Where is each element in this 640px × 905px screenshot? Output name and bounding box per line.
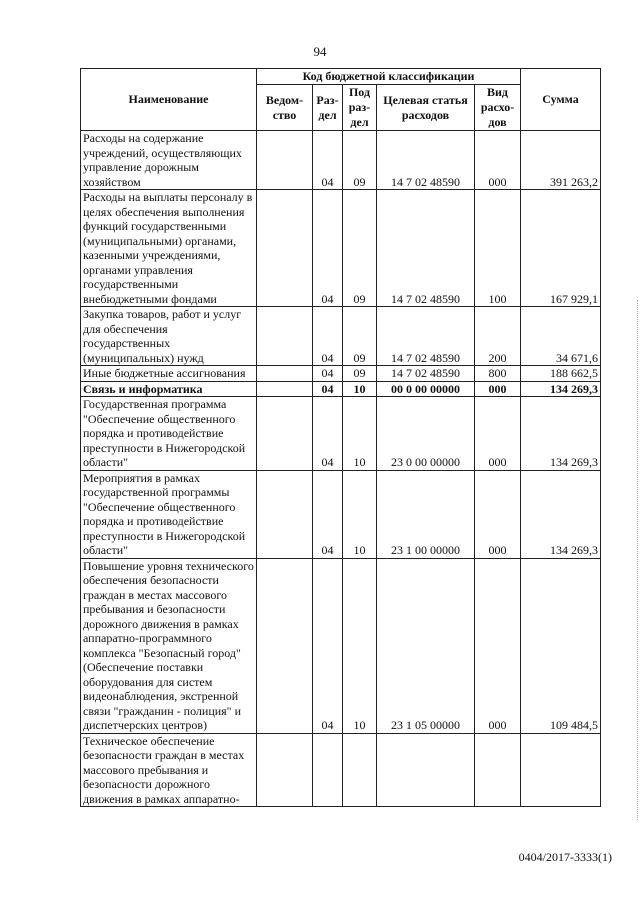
header-sum: Сумма: [521, 69, 601, 131]
header-target-article: Целевая статья расходов: [377, 85, 475, 131]
cell-razdel: 04: [313, 366, 343, 382]
cell-sum: 134 269,3: [521, 470, 601, 558]
cell-expense-type: [475, 733, 521, 807]
cell-name: Техническое обеспечение безопасности граждан в местах массового пребывания и безопасности дорожного движения в рамках аппаратно-: [81, 733, 257, 807]
cell-vedomstvo: [257, 131, 313, 190]
table-row: [81, 190, 601, 307]
table-header: [81, 69, 601, 131]
table-row: [81, 307, 601, 366]
cell-podrazdel: 10: [343, 558, 377, 733]
scan-edge-marks: [636, 300, 638, 820]
cell-expense-type: 000: [475, 131, 521, 190]
cell-expense-type: 000: [475, 381, 521, 397]
cell-target-article: 14 7 02 48590: [377, 131, 475, 190]
cell-razdel: 04: [313, 190, 343, 307]
page-number: 94: [313, 44, 327, 59]
cell-podrazdel: [343, 733, 377, 807]
cell-podrazdel: 09: [343, 131, 377, 190]
cell-target-article: 14 7 02 48590: [377, 307, 475, 366]
cell-name: Расходы на выплаты персоналу в целях обеспечения выполнения функций государственными (муниципальными) органами, казенными учреждениями, органами управления государственными внебюджетными фондами: [81, 190, 257, 307]
table-row: [81, 381, 601, 397]
table-row: [81, 470, 601, 558]
cell-expense-type: 100: [475, 190, 521, 307]
cell-name: Иные бюджетные ассигнования: [81, 366, 257, 382]
header-classification: Код бюджетной классификации: [257, 69, 521, 85]
cell-name: Мероприятия в рамках государственной программы "Обеспечение общественного порядка и противодействие преступности в Нижегородской области": [81, 470, 257, 558]
cell-target-article: 00 0 00 00000: [377, 381, 475, 397]
table-row: [81, 131, 601, 190]
header-vedomstvo: Ведом-ство: [257, 85, 313, 131]
cell-razdel: 04: [313, 307, 343, 366]
table-body: [81, 131, 601, 807]
cell-target-article: 23 1 05 00000: [377, 558, 475, 733]
header-razdel: Раз-дел: [313, 85, 343, 131]
cell-podrazdel: 09: [343, 366, 377, 382]
cell-razdel: 04: [313, 470, 343, 558]
cell-podrazdel: 09: [343, 307, 377, 366]
cell-sum: 34 671,6: [521, 307, 601, 366]
cell-vedomstvo: [257, 558, 313, 733]
cell-razdel: 04: [313, 397, 343, 471]
cell-podrazdel: 10: [343, 397, 377, 471]
cell-vedomstvo: [257, 470, 313, 558]
cell-name: Расходы на содержание учреждений, осуществляющих управление дорожным хозяйством: [81, 131, 257, 190]
cell-target-article: 23 1 00 00000: [377, 470, 475, 558]
cell-vedomstvo: [257, 733, 313, 807]
cell-target-article: 23 0 00 00000: [377, 397, 475, 471]
cell-sum: 167 929,1: [521, 190, 601, 307]
cell-name: Связь и информатика: [81, 381, 257, 397]
header-expense-type: Вид расхо-дов: [475, 85, 521, 131]
cell-vedomstvo: [257, 307, 313, 366]
header-podrazdel: Под раз-дел: [343, 85, 377, 131]
cell-expense-type: 800: [475, 366, 521, 382]
cell-name: Закупка товаров, работ и услуг для обеспечения государственных (муниципальных) нужд: [81, 307, 257, 366]
table-row: [81, 397, 601, 471]
cell-vedomstvo: [257, 190, 313, 307]
cell-expense-type: 000: [475, 470, 521, 558]
cell-podrazdel: 10: [343, 470, 377, 558]
cell-expense-type: 000: [475, 397, 521, 471]
cell-name: Государственная программа "Обеспечение общественного порядка и противодействие преступности в Нижегородской области": [81, 397, 257, 471]
cell-name: Повышение уровня технического обеспечения безопасности граждан в местах массового пребывания и безопасности дорожного движения в рамках аппаратно-программного комплекса "Безопасный город" (Обеспечение поставки оборудования для систем видеонаблюдения, экстренной связи "гражданин - полиция" и диспетчерских центров): [81, 558, 257, 733]
cell-razdel: 04: [313, 558, 343, 733]
cell-vedomstvo: [257, 381, 313, 397]
cell-podrazdel: 10: [343, 381, 377, 397]
table-row: [81, 558, 601, 733]
cell-vedomstvo: [257, 397, 313, 471]
header-name: Наименование: [81, 69, 257, 131]
cell-expense-type: 000: [475, 558, 521, 733]
cell-vedomstvo: [257, 366, 313, 382]
cell-sum: 134 269,3: [521, 381, 601, 397]
cell-podrazdel: 09: [343, 190, 377, 307]
budget-table: [80, 68, 601, 807]
cell-target-article: 14 7 02 48590: [377, 190, 475, 307]
cell-sum: 134 269,3: [521, 397, 601, 471]
document-code: 0404/2017-3333(1): [518, 850, 612, 864]
cell-sum: 188 662,5: [521, 366, 601, 382]
cell-sum: 109 484,5: [521, 558, 601, 733]
cell-sum: 391 263,2: [521, 131, 601, 190]
cell-sum: [521, 733, 601, 807]
cell-target-article: [377, 733, 475, 807]
table-row: [81, 366, 601, 382]
cell-expense-type: 200: [475, 307, 521, 366]
cell-razdel: 04: [313, 131, 343, 190]
cell-razdel: 04: [313, 381, 343, 397]
cell-target-article: 14 7 02 48590: [377, 366, 475, 382]
table-row: [81, 733, 601, 807]
cell-razdel: [313, 733, 343, 807]
